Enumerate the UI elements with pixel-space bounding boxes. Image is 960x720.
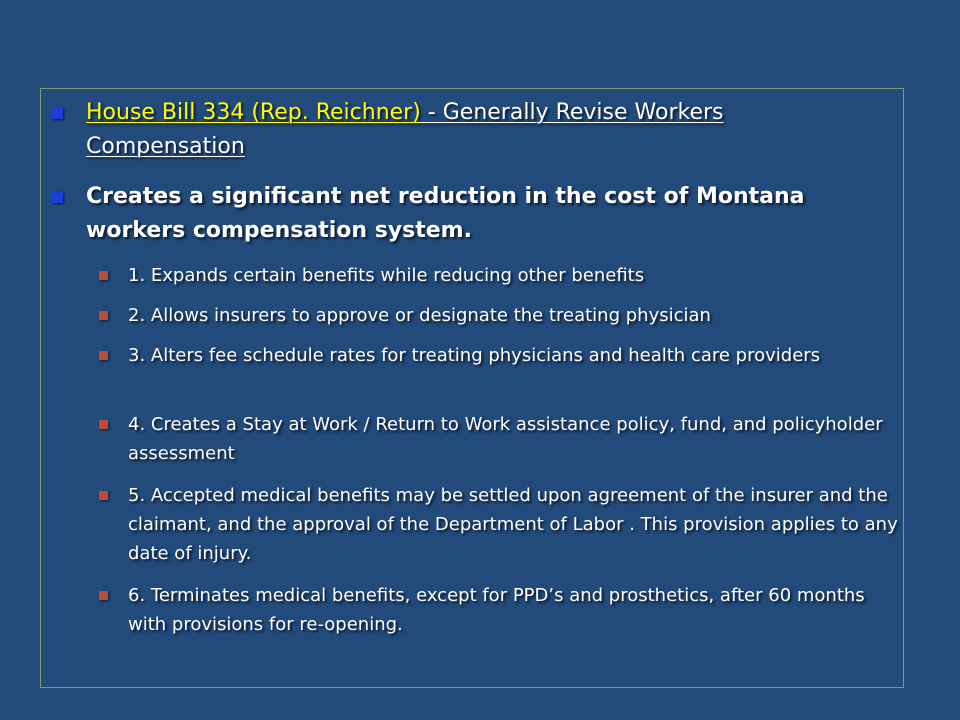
square-bullet-icon [99,351,108,360]
square-bullet-icon [99,491,108,500]
list-item-text: 4. Creates a Stay at Work / Return to Work assistance policy, fund, and policyholder assessment [128,414,883,464]
square-bullet-icon [99,420,108,429]
list-item-text: 5. Accepted medical benefits may be settled upon agreement of the insurer and the claimant, and the approval of the Department of Labor . This provision applies to any date of injury. [128,485,898,564]
bill-title: - Generally Revise Workers Compensation [86,100,724,159]
list-item-6 [128,581,898,639]
square-bullet-icon [52,108,63,119]
square-bullet-icon [52,192,63,203]
summary-bullet-item [86,180,876,248]
square-bullet-icon [99,271,108,280]
list-item-1 [128,261,898,290]
list-item-3 [128,341,898,370]
list-item-4 [128,410,898,468]
summary-text: Creates a significant net reduction in the cost of Montana workers compensation system. [86,184,805,243]
list-item-5 [128,481,898,568]
bill-link[interactable]: House Bill 334 (Rep. Reichner) [86,100,421,125]
heading-bullet-item [86,96,876,164]
square-bullet-icon [99,311,108,320]
square-bullet-icon [99,591,108,600]
list-item-2 [128,301,898,330]
list-item-text: 6. Terminates medical benefits, except for PPD’s and prosthetics, after 60 months with provisions for re-opening. [128,585,865,635]
list-item-text: 3. Alters fee schedule rates for treating physicians and health care providers [128,345,821,366]
list-item-text: 2. Allows insurers to approve or designate the treating physician [128,305,711,326]
list-item-text: 1. Expands certain benefits while reducing other benefits [128,265,645,286]
